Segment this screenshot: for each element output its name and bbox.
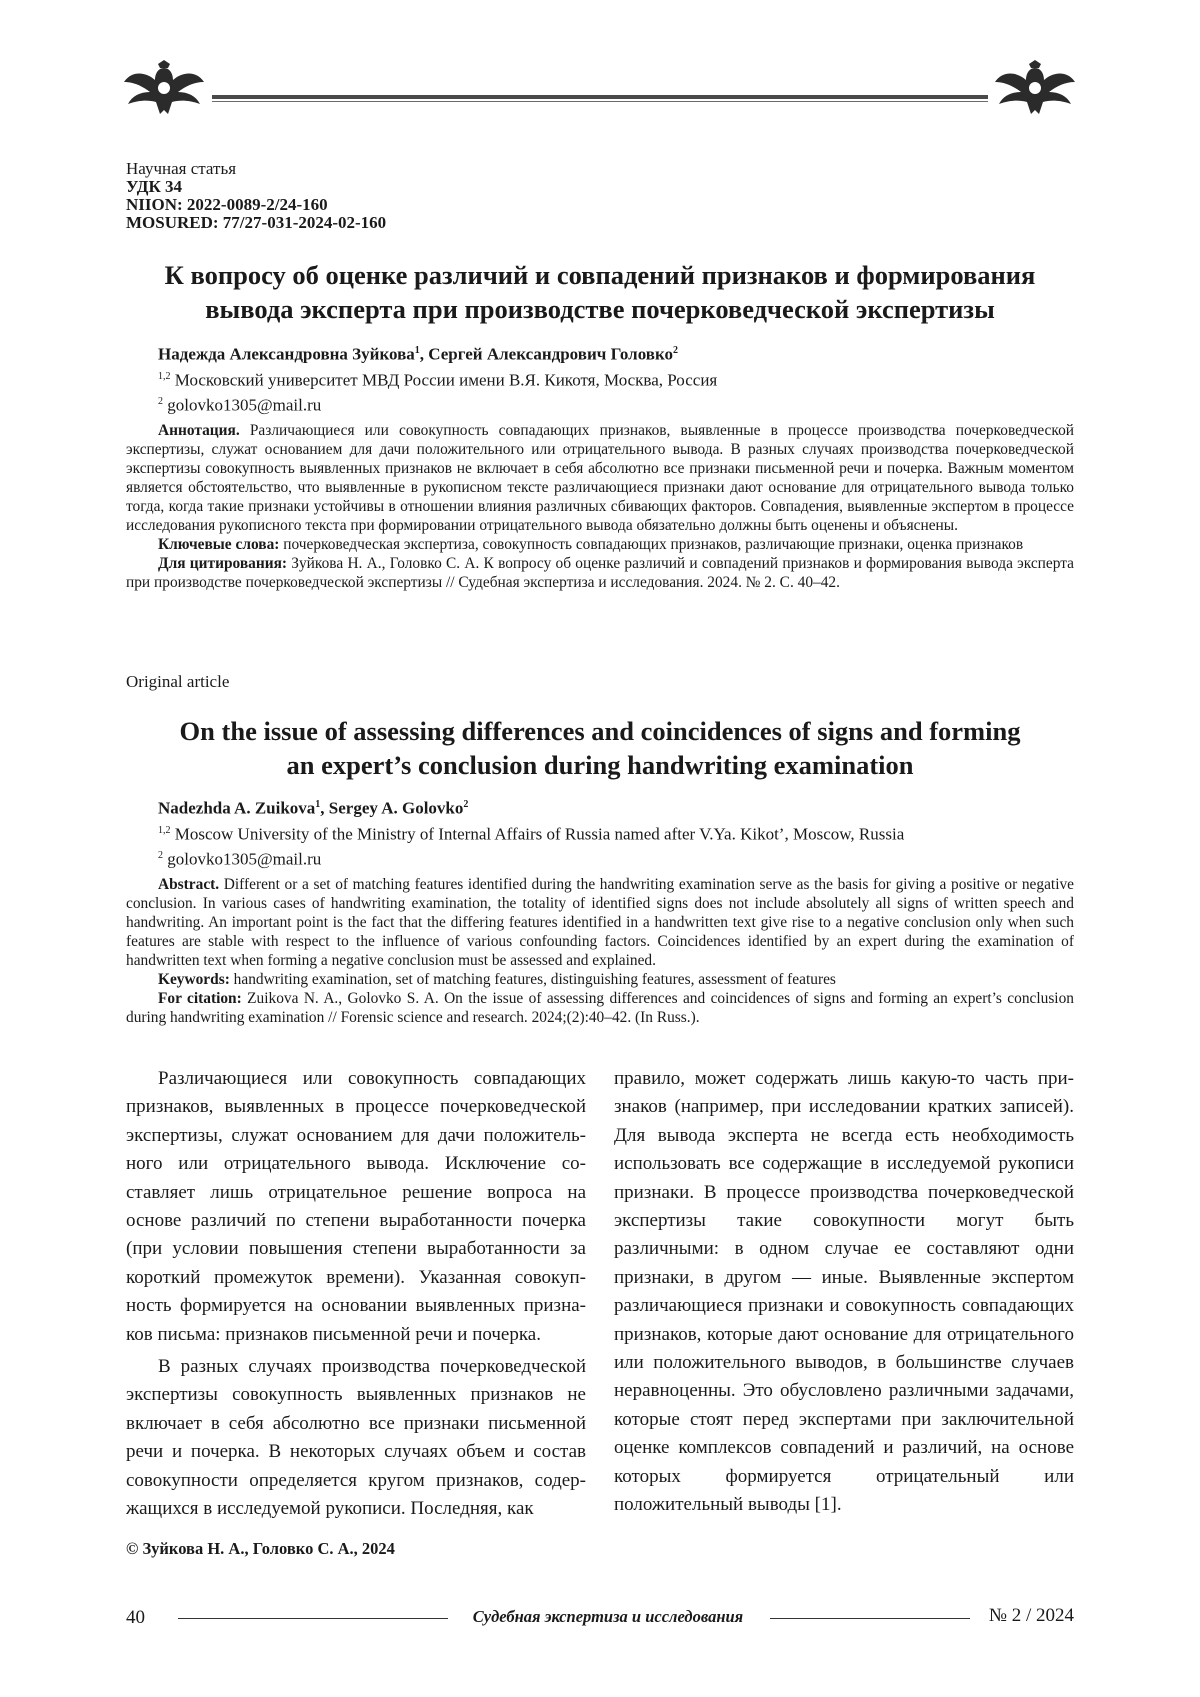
authors-en bbox=[158, 794, 904, 871]
authors-ru bbox=[158, 340, 717, 417]
title-en bbox=[126, 714, 1074, 782]
body-paragraph: Различающиеся или совокупность совпадающих признаков, выявленных в процессе почерковедческой экспертизы, служат основанием для дачи положительного или отрицательного вывода. Исключение составляет лишь отрицательное решение вопроса на основе различий по степени выработанности почерка (при условии повышения степени выработанности за короткий промежуток времени). Указанная совокупность формируется на основании выявленных признаков письма: признаков письменной речи и почерка. bbox=[126, 1068, 586, 1345]
body-column-left bbox=[126, 1065, 586, 1524]
article-type: Научная статья bbox=[126, 159, 237, 178]
abstract-en-block bbox=[126, 875, 1074, 1027]
udk: УДК 34 bbox=[126, 177, 183, 196]
body-column-right bbox=[614, 1065, 1074, 1520]
citation-en: For citation: Zuikova N. A., Golovko S. A. On the issue of assessing differences and coincidences of signs and forming an expert’s conclusion during handwriting examination // Forensic science and research. 2024;(2):40–42. (In Russ.). bbox=[126, 990, 1074, 1026]
copyright: © Зуйкова Н. А., Головко С. А., 2024 bbox=[126, 1539, 395, 1558]
issue-number: № 2 / 2024 bbox=[988, 1605, 1074, 1626]
affiliation: $^{1,2}$ Московский университет МВД России имени В.Я. Кикотя, Москва, Россия bbox=[158, 370, 718, 390]
header-rule bbox=[212, 95, 988, 99]
header-rule-thin bbox=[212, 101, 988, 102]
article-meta bbox=[126, 160, 386, 232]
title-ru-line1: К вопросу об оценке различий и совпадений признаков и формирования bbox=[164, 260, 1036, 290]
citation-ru: Для цитирования: Зуйкова Н. А., Головко С. А. К вопросу об оценке различий и совпадений признаков и формирования вывода эксперта при производстве почерковедческой экспертизы // Судебная экспертиза и исследования. 2024. № 2. С. 40–42. bbox=[126, 555, 1074, 591]
journal-title: Судебная экспертиза и исследования bbox=[472, 1607, 744, 1626]
footer-rule-left bbox=[178, 1618, 448, 1619]
page-number: 40 bbox=[126, 1607, 145, 1628]
keywords-en: Keywords: handwriting examination, set of matching features, distinguishing features, assessment of features bbox=[158, 971, 836, 988]
eagle-emblem-icon bbox=[993, 60, 1077, 120]
eagle-emblem-icon bbox=[122, 60, 206, 120]
email: $^2$ golovko1305@mail.ru bbox=[158, 395, 322, 415]
author-names: Надежда Александровна Зуйкова$^1$, Сергей Александрович Головко$^2$ bbox=[158, 344, 679, 364]
mosured-code: MOSURED: 77/27-031-2024-02-160 bbox=[126, 213, 387, 232]
author-names: Nadezhda A. Zuikova$^1$, Sergey A. Golovko$^2$ bbox=[158, 798, 469, 818]
title-ru bbox=[126, 258, 1074, 326]
abstract-ru-block bbox=[126, 421, 1074, 592]
article-type-en: Original article bbox=[126, 672, 230, 691]
abstract-en: Abstract. Different or a set of matching features identified during the handwriting examination serve as the basis for giving a positive or negative conclusion. In various cases of handwriting examination, the totality of identified signs does not include absolutely all signs of written speech and handwriting. An important point is the fact that the differing features identified in a handwritten text give rise to a negative conclusion only when such features are stable with respect to the influence of various confounding factors. Coincidences identified by an expert during the examination of handwritten text when forming a negative conclusion must be assessed and explained. bbox=[126, 876, 1074, 969]
keywords-ru: Ключевые слова: почерковедческая экспертиза, совокупность совпадающих признаков, различающие признаки, оценка признаков bbox=[158, 536, 1024, 553]
title-ru-line2: вывода эксперта при производстве почерковедческой экспертизы bbox=[205, 294, 995, 324]
abstract-ru: Аннотация. Различающиеся или совокупность совпадающих признаков, выявленные в процессе производства почерковедческой экспертизы, служат основанием для дачи положительного или отрицательного вывода. В разных случаях производства почерковедческой экспертизы совокупность выявленных признаков не включает в себя абсолютно все признаки письменной речи и почерка. Важным моментом является обстоятельство, что выявленные в рукописном тексте различающиеся признаки дают основание для отрицательного вывода только тогда, когда такие признаки устойчивы в отношении влияния различных сбивающих факторов. Совпадения, выявленные экспертом в процессе исследования рукописного текста при формировании отрицательного вывода обязательно должны быть оценены и объяснены. bbox=[126, 422, 1074, 534]
niion-code: NIION: 2022-0089-2/24-160 bbox=[126, 195, 328, 214]
footer-rule-right bbox=[770, 1618, 970, 1619]
email: $^2$ golovko1305@mail.ru bbox=[158, 849, 322, 869]
affiliation: $^{1,2}$ Moscow University of the Ministry of Internal Affairs of Russia named after V.Ya. Kikot’, Moscow, Russia bbox=[158, 824, 905, 844]
title-en-line1: On the issue of assessing differences and coincidences of signs and forming bbox=[179, 716, 1021, 746]
title-en-line2: an expert’s conclusion during handwriting examination bbox=[286, 750, 914, 780]
body-paragraph: В разных случаях производства почерковедческой экспертизы совокупность выявленных признаков не включает в себя абсолютно все признаки письменной речи и почерка. В некоторых случаях объем и состав совокупности определяется кругом признаков, содержащихся в исследуемой рукописи. Последняя, как bbox=[126, 1356, 586, 1520]
body-paragraph: правило, может содержать лишь какую-то часть признаков (например, при исследовании кратких записей). Для вывода эксперта не всегда есть необходимость использовать все содержащие в исследуемой рукописи признаки. В процессе производства почерковедческой экспертизы такие совокупности могут быть различными: в одном случае ее составляют одни признаки, в другом — иные. Выявленные экспертом различающиеся признаки и совокупность совпадающих признаков, которые дают основание для отрицательного или положительного выводов, в большинстве случаев неравноценны. Это обусловлено различными задачами, которые стоят перед экспертами при заключительной оценке комплексов совпадений и различий, на основе которых формируется отрицательный или положительный выводы [1]. bbox=[614, 1068, 1074, 1516]
